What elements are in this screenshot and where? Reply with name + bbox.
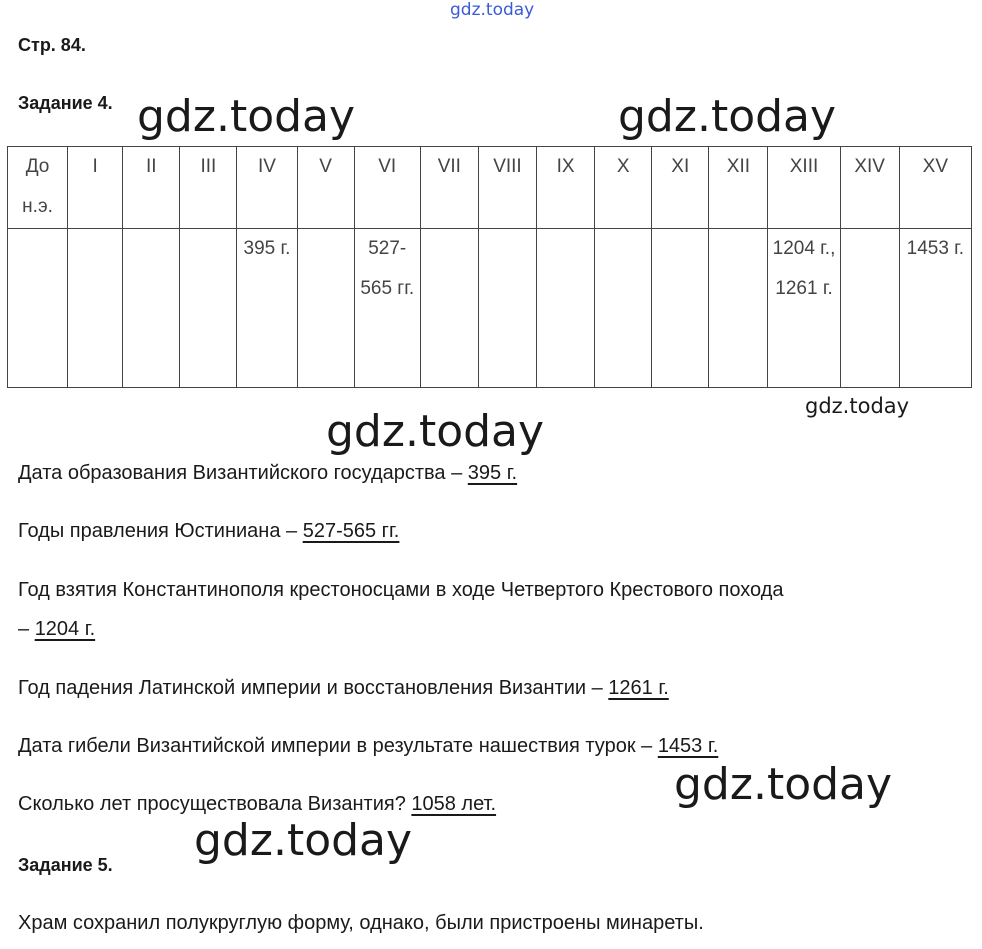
table-header-cell [768,147,840,229]
table-cell [537,229,595,388]
task4-title: Задание 4. [18,93,113,113]
table-cell [478,229,536,388]
table-cell [8,229,68,388]
answer-line-cont [18,618,95,641]
watermark-top: gdz.today [450,0,535,20]
answer-line [18,735,718,758]
table-header-cell [652,147,709,229]
century-label: XII [726,156,750,177]
century-label: IV [258,156,276,177]
table-header-cell [68,147,123,229]
table-header-row [8,147,972,229]
date-value: 527-565 гг. [360,238,415,299]
table-header-cell [180,147,237,229]
line-text: Дата гибели Византийской империи в результате нашествия турок – [18,735,658,757]
table-cell [595,229,652,388]
watermark: gdz.today [194,815,413,866]
century-label: IX [556,156,575,177]
watermark: gdz.today [674,759,893,810]
date-value: 1204 г., 1261 г. [772,238,836,299]
century-label: III [200,156,217,177]
answer-value: 1058 лет. [411,793,497,815]
table-cell [180,229,237,388]
century-label: XIV [854,156,885,177]
century-label: До н.э. [22,156,53,217]
century-label: I [92,156,98,177]
table-header-cell [123,147,180,229]
table-cell [297,229,354,388]
table-header-cell [478,147,536,229]
watermark: gdz.today [618,91,837,142]
table-header-cell [537,147,595,229]
table-cell [123,229,180,388]
answer-line [18,677,669,700]
watermark: gdz.today [137,91,356,142]
table-cell [68,229,123,388]
table-header-cell [595,147,652,229]
table-header-cell [237,147,297,229]
century-label: VII [437,156,461,177]
answer-value: 1261 г. [608,677,669,699]
task5-text: Храм сохранил полукруглую форму, однако, были пристроены минареты. [18,912,704,934]
table-cell [899,229,971,388]
line-text: Сколько лет просуществовала Византия? [18,793,412,815]
line-text: Дата образования Византийского государства – [18,462,468,484]
table-row [8,229,972,388]
answer-value: 1204 г. [34,618,96,640]
century-label: X [616,156,630,177]
century-label: VIII [493,156,522,177]
century-label: VI [378,156,397,177]
table-header-cell [297,147,354,229]
table-cell [237,229,297,388]
line-text: Год взятия Константинополя крестоносцами в ходе Четвертого Крестового похода [18,579,784,601]
century-label: II [145,156,157,177]
century-label: XIII [789,156,819,177]
line-text: – [18,618,35,640]
date-value: 395 г. [243,238,291,259]
table-header-cell [420,147,478,229]
timeline-table [7,146,972,388]
table-header-cell [8,147,68,229]
line-text: Год падения Латинской империи и восстановления Византии – [18,677,609,699]
table-header-cell [840,147,899,229]
table-cell [652,229,709,388]
date-value: 1453 г. [906,238,965,259]
page-reference: Стр. 84. [18,35,86,55]
answer-line [18,462,517,485]
answer-value: 527-565 гг. [302,520,400,542]
century-label: V [319,156,332,177]
answer-line [18,793,496,816]
table-cell [709,229,768,388]
answer-line [18,579,784,602]
table-header-cell [354,147,420,229]
table-cell [354,229,420,388]
century-label: XV [922,156,949,177]
table-cell [840,229,899,388]
line-text: Годы правления Юстиниана – [18,520,303,542]
watermark: gdz.today [805,394,910,418]
table-header-cell [899,147,971,229]
watermark: gdz.today [326,406,545,457]
table-cell [768,229,840,388]
table-cell [420,229,478,388]
answer-value: 1453 г. [657,735,719,757]
answer-line [18,520,399,543]
table-header-cell [709,147,768,229]
answer-value: 395 г. [467,462,518,484]
task5-title: Задание 5. [18,855,113,875]
century-label: XI [671,156,690,177]
